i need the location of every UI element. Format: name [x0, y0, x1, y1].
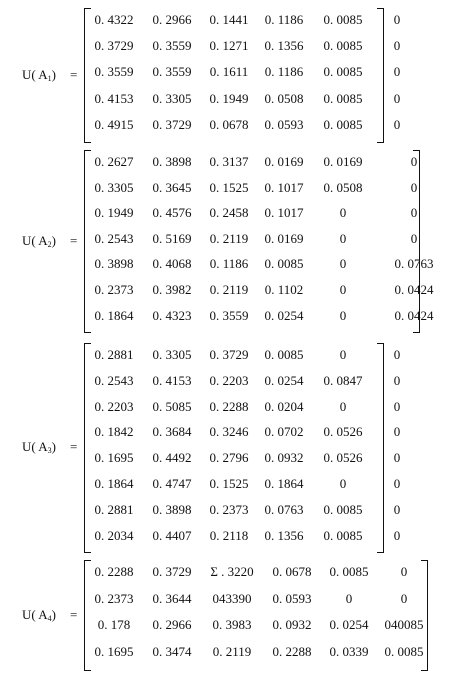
- matrix-row: [0, 154, 450, 170]
- matrix-cell: 0. 5085: [152, 398, 192, 414]
- matrix-cell: 0. 3684: [152, 424, 192, 440]
- matrix-row: [0, 476, 450, 492]
- matrix-cell: 0. 0932: [264, 450, 304, 466]
- matrix-cell: 0. 3305: [94, 179, 134, 195]
- matrix-cell: 0. 2373: [94, 282, 134, 297]
- matrix-cell: 0. 2118: [209, 527, 249, 543]
- matrix-cell: 0. 3559: [94, 64, 134, 80]
- matrix-cell: 0. 3305: [152, 90, 192, 106]
- matrix-cell: 0. 2288: [272, 644, 312, 660]
- matrix-label-close-paren: ): [51, 606, 56, 622]
- matrix-cell: 0. 0763: [394, 256, 434, 272]
- matrix-cell: 0. 1017: [264, 205, 304, 221]
- matrix-cell: 0. 1356: [264, 527, 304, 543]
- matrix-row: [0, 564, 450, 580]
- matrix-cell: 0. 4747: [152, 476, 192, 491]
- matrix-cell: 0. 0085: [323, 64, 363, 80]
- matrix-row: [0, 282, 450, 298]
- matrix-cell: 0. 1186: [264, 64, 304, 80]
- matrix-cell: 0: [410, 205, 418, 221]
- matrix-cell: 0. 3137: [209, 154, 249, 169]
- matrix-cell: 0. 3983: [212, 617, 252, 633]
- matrix-cell: 0. 1441: [209, 12, 249, 27]
- matrix-cell: 0: [400, 590, 408, 606]
- matrix-block-3: [0, 343, 450, 553]
- matrix-cell: 0. 0085: [264, 256, 304, 272]
- matrix-cell: 0. 1949: [94, 205, 134, 221]
- matrix-cell: 0. 0085: [323, 527, 363, 543]
- matrix-cell: 0. 4322: [94, 12, 134, 27]
- matrix-cell: 0: [339, 398, 347, 414]
- matrix-row: [0, 91, 450, 107]
- matrix-cell: 0. 1525: [209, 476, 249, 491]
- matrix-cell: 0. 1864: [264, 476, 304, 491]
- matrix-cell: 0. 3644: [152, 590, 192, 606]
- matrix-cell: 0: [339, 230, 347, 246]
- matrix-cell: 0. 0085: [323, 116, 363, 132]
- matrix-cell: 0: [339, 347, 347, 362]
- matrix-cell: 0. 2119: [209, 230, 249, 246]
- matrix-cell: 0: [393, 38, 401, 54]
- matrix-row: [0, 591, 450, 607]
- matrix-cell: 0. 1695: [94, 644, 134, 660]
- matrix-cell: 0: [339, 307, 347, 323]
- matrix-cell: 0. 3729: [209, 347, 249, 362]
- matrix-cell: 0. 0085: [323, 501, 363, 517]
- matrix-cell: 0. 4407: [152, 527, 192, 543]
- matrix-cell: 0. 4915: [94, 116, 134, 132]
- matrix-cell: 0. 0085: [323, 38, 363, 54]
- matrix-cell: 0: [339, 476, 347, 491]
- matrix-cell: 0. 2543: [94, 230, 134, 246]
- matrix-cell: 0: [393, 398, 401, 414]
- matrix-row: [0, 502, 450, 518]
- matrix-cell: 0. 4068: [152, 256, 192, 272]
- matrix-row: [0, 117, 450, 133]
- matrix-cell: 0: [410, 230, 418, 246]
- matrix-cell: 0. 3246: [209, 424, 249, 440]
- matrix-row: [0, 617, 450, 633]
- matrix-cell: 0. 0204: [264, 398, 304, 414]
- matrix-cell: 0. 4153: [94, 90, 134, 106]
- matrix-label-subscript: 4: [47, 613, 52, 623]
- matrix-cell: 0. 2203: [94, 398, 134, 414]
- matrix-cell: 0. 1525: [209, 179, 249, 195]
- matrix-cell: 0. 0593: [272, 590, 312, 606]
- matrix-cell: 0. 1842: [94, 424, 134, 440]
- matrix-cell: 0. 0085: [323, 12, 363, 27]
- matrix-cell: 0. 2203: [209, 372, 249, 388]
- matrix-cell: 0. 0702: [264, 424, 304, 440]
- matrix-row: [0, 256, 450, 272]
- matrix-cell: 0. 5169: [152, 230, 192, 246]
- matrix-cell: 0. 1695: [94, 450, 134, 466]
- matrix-block-4: [0, 560, 450, 671]
- matrix-cell: 0. 3474: [152, 644, 192, 660]
- matrix-label-subscript: 1: [47, 73, 52, 83]
- matrix-cell: 0. 0169: [264, 230, 304, 246]
- matrix-cell: 0. 0085: [323, 90, 363, 106]
- equals-sign: =: [70, 606, 78, 622]
- matrix-label-close-paren: ): [51, 66, 56, 82]
- matrix-cell: 0. 2373: [94, 590, 134, 606]
- matrix-cell: 0: [410, 154, 418, 169]
- matrix-row: [0, 424, 450, 440]
- matrix-cell: 0. 0932: [272, 617, 312, 633]
- matrix-cell: 0. 3559: [209, 307, 249, 323]
- matrix-cell: 0. 3729: [152, 564, 192, 579]
- matrix-cell: 0. 0424: [394, 282, 434, 297]
- matrix-cell: 0. 1186: [264, 12, 304, 27]
- matrix-cell: Σ . 3220: [210, 564, 254, 579]
- matrix-cell: 0. 0526: [323, 450, 363, 466]
- matrix-label-close-paren: ): [51, 439, 56, 454]
- matrix-cell: 0. 2543: [94, 372, 134, 388]
- matrix-cell: 0. 2796: [209, 450, 249, 466]
- matrix-cell: 0: [393, 64, 401, 80]
- matrix-row: [0, 205, 450, 221]
- matrix-cell: 0. 3559: [152, 38, 192, 54]
- matrix-cell: 0. 0593: [264, 116, 304, 132]
- matrix-cell: 0. 0254: [264, 307, 304, 323]
- matrix-cell: 0: [393, 450, 401, 466]
- matrix-cell: 0. 1949: [209, 90, 249, 106]
- matrix-cell: 0: [393, 424, 401, 440]
- matrix-cell: 0. 1864: [94, 476, 134, 491]
- matrix-cell: 0. 2966: [152, 617, 192, 633]
- matrix-cell: 0. 0526: [323, 424, 363, 440]
- matrix-row: [0, 64, 450, 80]
- matrix-label-subscript: 2: [47, 239, 52, 249]
- matrix-cell: 0: [393, 501, 401, 517]
- matrix-cell: 0: [393, 527, 401, 543]
- matrix-label-text: U( A: [22, 439, 48, 454]
- matrix-cell: 0. 1611: [209, 64, 249, 80]
- matrix-cell: 0. 1017: [264, 179, 304, 195]
- matrix-cell: 0: [393, 476, 401, 491]
- matrix-row: [0, 38, 450, 54]
- matrix-cell: 0. 3898: [94, 256, 134, 272]
- matrix-cell: 0. 0763: [264, 501, 304, 517]
- matrix-cell: 0. 2966: [152, 12, 192, 27]
- matrix-cell: 0: [339, 205, 347, 221]
- matrix-cell: 0. 3559: [152, 64, 192, 80]
- matrix-cell: 0. 0508: [264, 90, 304, 106]
- matrix-row: [0, 528, 450, 544]
- matrix-row: [0, 399, 450, 415]
- matrix-row: [0, 308, 450, 324]
- matrix-block-2: [0, 150, 450, 333]
- matrix-label-text: U( A: [22, 66, 48, 82]
- matrix-cell: 0. 3305: [152, 347, 192, 362]
- matrix-row: [0, 450, 450, 466]
- equals-sign: =: [70, 66, 78, 82]
- matrix-cell: 0. 4153: [152, 372, 192, 388]
- matrix-cell: 0: [400, 564, 408, 579]
- matrix-label-close-paren: ): [51, 232, 56, 248]
- matrix-cell: 0. 2881: [94, 501, 134, 517]
- matrix-cell: 0. 2627: [94, 154, 134, 169]
- matrix-cell: 0. 2034: [94, 527, 134, 543]
- matrix-cell: 0. 0169: [264, 154, 304, 169]
- matrix-cell: 0. 3898: [152, 154, 192, 169]
- matrix-cell: 0. 0085: [264, 347, 304, 362]
- matrix-cell: 040085: [384, 617, 424, 633]
- matrix-cell: 0: [393, 116, 401, 132]
- matrix-cell: 0. 0254: [264, 372, 304, 388]
- matrix-cell: 0. 3729: [152, 116, 192, 132]
- matrix-cell: 0. 0847: [323, 372, 363, 388]
- matrix-cell: 0. 1271: [209, 38, 249, 54]
- matrix-label-text: U( A: [22, 232, 48, 248]
- matrix-cell: 0. 2119: [212, 644, 252, 660]
- matrix-cell: 0. 0339: [329, 644, 369, 660]
- matrix-cell: 0. 178: [97, 617, 131, 633]
- matrix-cell: 0. 1186: [209, 256, 249, 272]
- equals-sign: =: [70, 232, 78, 248]
- matrix-cell: 0. 0678: [209, 116, 249, 132]
- matrix-cell: 0. 0254: [329, 617, 369, 633]
- matrix-row: [0, 373, 450, 389]
- matrix-cell: 0. 1864: [94, 307, 134, 323]
- matrix-cell: 0. 0424: [394, 307, 434, 323]
- equals-sign: =: [70, 439, 78, 454]
- matrix-cell: 0. 2119: [209, 282, 249, 297]
- matrix-cell: 0. 3729: [94, 38, 134, 54]
- matrix-cell: 0. 2458: [209, 205, 249, 221]
- matrix-row: [0, 12, 450, 28]
- matrix-cell: 0: [345, 590, 353, 606]
- matrix-cell: 0. 0169: [323, 154, 363, 169]
- matrix-cell: 0: [339, 282, 347, 297]
- matrix-cell: 0. 1102: [264, 282, 304, 297]
- matrix-cell: 0. 2288: [94, 564, 134, 579]
- matrix-cell: 0. 3645: [152, 179, 192, 195]
- matrix-block-1: [0, 8, 450, 143]
- matrix-cell: 0: [410, 179, 418, 195]
- matrix-row: [0, 644, 450, 660]
- matrix-cell: 0. 0085: [384, 644, 424, 660]
- matrix-cell: 0. 0678: [272, 564, 312, 579]
- matrix-cell: 0. 4576: [152, 205, 192, 221]
- matrix-cell: 0: [393, 90, 401, 106]
- matrix-cell: 0. 1356: [264, 38, 304, 54]
- matrix-row: [0, 231, 450, 247]
- matrix-label-subscript: 3: [47, 446, 52, 455]
- matrix-cell: 0. 0508: [323, 179, 363, 195]
- matrix-cell: 0. 2881: [94, 347, 134, 362]
- matrix-row: [0, 347, 450, 363]
- matrix-cell: 0. 0085: [329, 564, 369, 579]
- matrix-cell: 0. 3982: [152, 282, 192, 297]
- matrix-cell: 0. 2373: [209, 501, 249, 517]
- matrix-cell: 0. 4323: [152, 307, 192, 323]
- matrix-cell: 0: [393, 347, 401, 362]
- matrix-cell: 0. 3898: [152, 501, 192, 517]
- matrix-cell: 0: [339, 256, 347, 272]
- matrix-cell: 043390: [212, 590, 252, 606]
- matrix-cell: 0: [393, 372, 401, 388]
- matrix-cell: 0. 4492: [152, 450, 192, 466]
- matrix-row: [0, 180, 450, 196]
- matrix-label-text: U( A: [22, 606, 48, 622]
- matrix-cell: 0: [393, 12, 401, 27]
- matrix-cell: 0. 2288: [209, 398, 249, 414]
